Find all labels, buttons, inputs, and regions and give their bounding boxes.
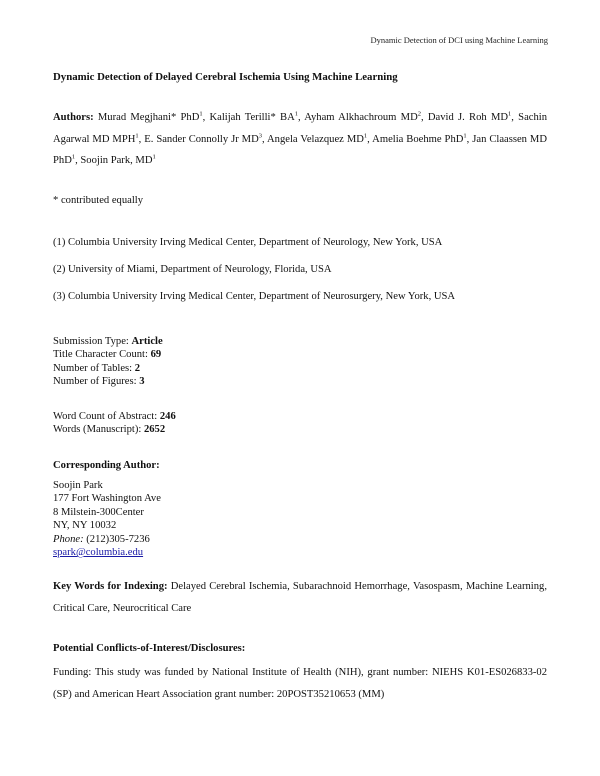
author-affiliation: 1	[294, 110, 298, 118]
title-count-label: Title Character Count:	[53, 349, 151, 361]
keywords-text: Delayed Cerebral Ischemia, Subarachnoid Hemorrhage, Vasospasm, Machine Learning, Critical Care, Neurocritical Care	[53, 581, 547, 614]
paper-title: Dynamic Detection of Delayed Cerebral Ischemia Using Machine Learning	[53, 71, 398, 83]
word-count-metadata	[53, 410, 547, 437]
funding-statement: Funding: This study was funded by National Institute of Health (NIH), grant number: NIEHS K01-ES026833-02 (SP) and American Heart Association grant number: 20POST35210653 (MM)	[53, 667, 547, 700]
author-name: Ayham Alkhachroum MD	[304, 112, 418, 123]
conflicts-heading: Potential Conflicts-of-Interest/Disclosures:	[53, 643, 246, 654]
author-name: Soojin Park, MD	[80, 155, 153, 166]
author-affiliation: 2	[417, 110, 421, 118]
abstract-words-value: 246	[159, 411, 176, 422]
author-name: Jan Claassen MD PhD	[53, 133, 547, 166]
tables-value: 2	[134, 362, 141, 374]
title-count-value: 69	[150, 349, 162, 361]
keywords-label: Key Words for Indexing:	[53, 581, 168, 592]
manuscript-words-label: Words (Manuscript):	[53, 424, 144, 436]
author-name: Murad Megjhani* PhD	[97, 112, 200, 123]
phone-label: Phone:	[53, 533, 84, 545]
running-head: Dynamic Detection of DCI using Machine Learning	[370, 35, 548, 45]
submission-type-label: Submission Type:	[53, 336, 132, 347]
author-affiliation: 1	[508, 110, 512, 118]
corresponding-author-details	[53, 479, 547, 559]
corresponding-name: Soojin Park	[53, 480, 103, 491]
keywords-section	[53, 576, 547, 619]
author-name: Sachin Agarwal MD MPH	[53, 112, 548, 145]
author-affiliation: 1	[463, 131, 467, 139]
author-affiliation: 3	[258, 131, 262, 139]
author-name: David J. Roh MD	[427, 112, 509, 123]
equal-contribution-note: * contributed equally	[53, 195, 144, 206]
phone-number: (212)305-7236	[83, 533, 150, 545]
corresponding-address-2: 8 Milstein-300Center	[53, 506, 144, 518]
tables-label: Number of Tables:	[53, 362, 135, 374]
affiliation-3: (3) Columbia University Irving Medical Center, Department of Neurosurgery, New York, USA	[53, 291, 456, 302]
submission-metadata	[53, 335, 547, 389]
abstract-words-label: Word Count of Abstract:	[53, 411, 160, 422]
corresponding-city: NY, NY 10032	[53, 520, 117, 532]
author-list: Authors: Murad Megjhani* PhD$^1$, Kalijah Terilli* $BA^1$, Ayham Alkhachroum $MD^2$, David J. Roh $MD^1$, Sachin Agarwal MD MPH$^1$, E. Sander Connolly Jr $MD^3$, Angela Velazquez $MD^1$, Amelia Boehme PhD$^1$, Jan Claassen MD PhD$^1$, Soojin Park, $MD^1$	[53, 110, 548, 166]
author-affiliation: 1	[135, 131, 139, 139]
email-link[interactable]: spark@columbia.edu	[53, 547, 144, 559]
author-name: E. Sander Connolly Jr MD	[144, 133, 259, 145]
author-affiliation: 1	[199, 110, 203, 118]
author-affiliation: 1	[152, 153, 156, 161]
authors-label: Authors:	[53, 112, 94, 123]
author-affiliation: 1	[71, 153, 76, 161]
manuscript-words-value: 2652	[143, 424, 166, 436]
corresponding-author-heading: Corresponding Author:	[53, 460, 160, 471]
author-name: Kalijah Terilli* BA	[209, 112, 295, 123]
figures-value: 3	[139, 376, 145, 388]
author-name: Angela Velazquez MD	[267, 133, 364, 145]
author-affiliation: 1	[363, 131, 368, 139]
affiliation-2: (2) University of Miami, Department of Neurology, Florida, USA	[53, 264, 332, 275]
submission-type-value: Article	[131, 336, 163, 347]
author-name: Amelia Boehme PhD	[372, 133, 464, 145]
affiliation-1: (1) Columbia University Irving Medical Center, Department of Neurology, New York, USA	[53, 237, 443, 248]
corresponding-address-1: 177 Fort Washington Ave	[53, 493, 161, 505]
figures-label: Number of Figures:	[53, 376, 140, 388]
